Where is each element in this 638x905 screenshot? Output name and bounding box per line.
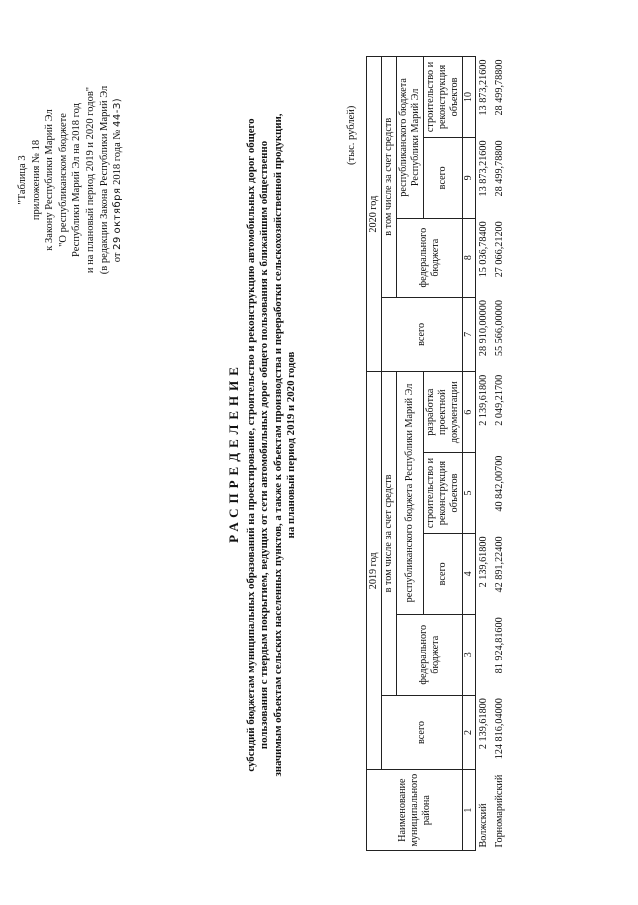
col-header-2019-republican: республиканского бюджета Республики Марий Эл xyxy=(397,372,424,615)
table-cell: 28 499,78800 xyxy=(494,140,505,197)
handwritten-month: октября xyxy=(112,187,124,234)
table-cell: 2 139,61800 xyxy=(476,372,493,453)
col-header-2019-construction: строительство и реконструкция объектов xyxy=(424,453,463,534)
column-number: 4 xyxy=(463,533,476,614)
subtitle-line: субсидий бюджетам муниципальных образований на проектирование, строительство и реконструкцию автомобильных дорог общего xyxy=(245,118,257,772)
column-number: 5 xyxy=(463,453,476,534)
column-number: 3 xyxy=(463,614,476,695)
column-number: 10 xyxy=(463,57,476,138)
caption-line: (в редакции Закона Республики Марий Эл xyxy=(98,85,110,275)
col-header-2020-total: всего xyxy=(382,297,463,372)
table-cell: 40 842,00700 xyxy=(494,455,505,512)
caption-line: приложения № 18 xyxy=(30,139,42,221)
table-row xyxy=(476,57,493,851)
table-cell xyxy=(476,614,493,695)
table-cell: 13 873,21600 xyxy=(476,57,493,138)
subtitle-line: на плановый период 2019 и 2020 годов xyxy=(285,351,298,539)
caption-date-line xyxy=(111,35,125,325)
column-number: 9 xyxy=(463,137,476,218)
header-row-sources xyxy=(382,57,397,851)
table-cell: 28 499,78800 xyxy=(494,59,505,116)
table-cell: 2 049,21700 xyxy=(494,374,505,426)
column-number: 6 xyxy=(463,372,476,453)
subtitle-line: значимым объектам сельских населенных пунктов, а также к объектам производства и переработки сельскохозяйственной продукции, xyxy=(271,113,284,777)
table-cell: 28 910,00000 xyxy=(476,297,493,372)
table-cell: 27 066,21200 xyxy=(494,221,505,278)
table-cell: 15 036,78400 xyxy=(476,218,493,297)
col-header-district: Наименование муниципального района xyxy=(367,770,463,851)
col-header-2019: 2019 год xyxy=(367,372,382,770)
table-cell: 13 873,21600 xyxy=(476,137,493,218)
col-header-2019-rep-total: всего xyxy=(424,533,463,614)
col-header-2020-federal: федерального бюджета xyxy=(397,218,463,297)
column-number: 2 xyxy=(463,695,476,770)
document-title: РАСПРЕДЕЛЕНИЕ xyxy=(226,362,241,543)
column-number: 1 xyxy=(463,770,476,851)
column-number: 8 xyxy=(463,218,476,297)
col-header-2019-incl: в том числе за счет средств xyxy=(382,372,397,695)
col-header-2020: 2020 год xyxy=(367,57,382,372)
caption-line: к Закону Республики Марий Эл xyxy=(44,109,56,251)
date-year: 2018 года № xyxy=(112,129,124,185)
caption-line: "О республиканском бюджете xyxy=(57,113,69,247)
table-row xyxy=(492,57,508,851)
col-header-2019-design: разработка проектной документации xyxy=(424,372,463,453)
col-header-2020-construction: строительство и реконструкция объектов xyxy=(424,57,463,138)
district-name: Волжский xyxy=(476,770,493,851)
col-header-2020-republican: республиканского бюджета Республики Марий Эл xyxy=(397,57,424,219)
col-header-2020-rep-total: всего xyxy=(424,137,463,218)
document-subtitle xyxy=(245,80,299,810)
appendix-caption xyxy=(16,35,125,325)
table-cell: 2 139,61800 xyxy=(476,533,493,614)
table-cell xyxy=(476,453,493,534)
column-number: 7 xyxy=(463,297,476,372)
table-cell: 124 816,04000 xyxy=(494,698,505,760)
col-header-2019-total: всего xyxy=(382,695,463,770)
col-header-2020-incl: в том числе за счет средств xyxy=(382,57,397,298)
caption-line: "Таблица 3 xyxy=(17,155,28,205)
subsidy-table xyxy=(366,56,508,851)
handwritten-day: 29 xyxy=(112,236,124,250)
caption-line: Республики Марий Эл на 2018 год xyxy=(71,103,83,257)
caption-line: и на плановый период 2019 и 2020 годов" xyxy=(84,86,96,274)
subtitle-line: пользования с твердым покрытием, ведущих от сети автомобильных дорог общего пользования к ближайшим общественно xyxy=(258,140,271,750)
handwritten-law-number: 44-З) xyxy=(112,97,124,127)
table-cell: 42 891,22400 xyxy=(494,536,505,593)
col-header-2019-federal: федерального бюджета xyxy=(397,614,463,695)
table-cell: 2 139,61800 xyxy=(476,695,493,770)
table-cell: 55 566,00000 xyxy=(494,300,505,357)
header-row-years xyxy=(367,57,382,851)
date-prefix: от xyxy=(112,252,124,263)
units-label: (тыс. рублей) xyxy=(346,105,357,165)
district-name: Горномарийский xyxy=(494,774,505,848)
column-number-row xyxy=(463,57,476,851)
table-cell: 81 924,81600 xyxy=(494,617,505,674)
